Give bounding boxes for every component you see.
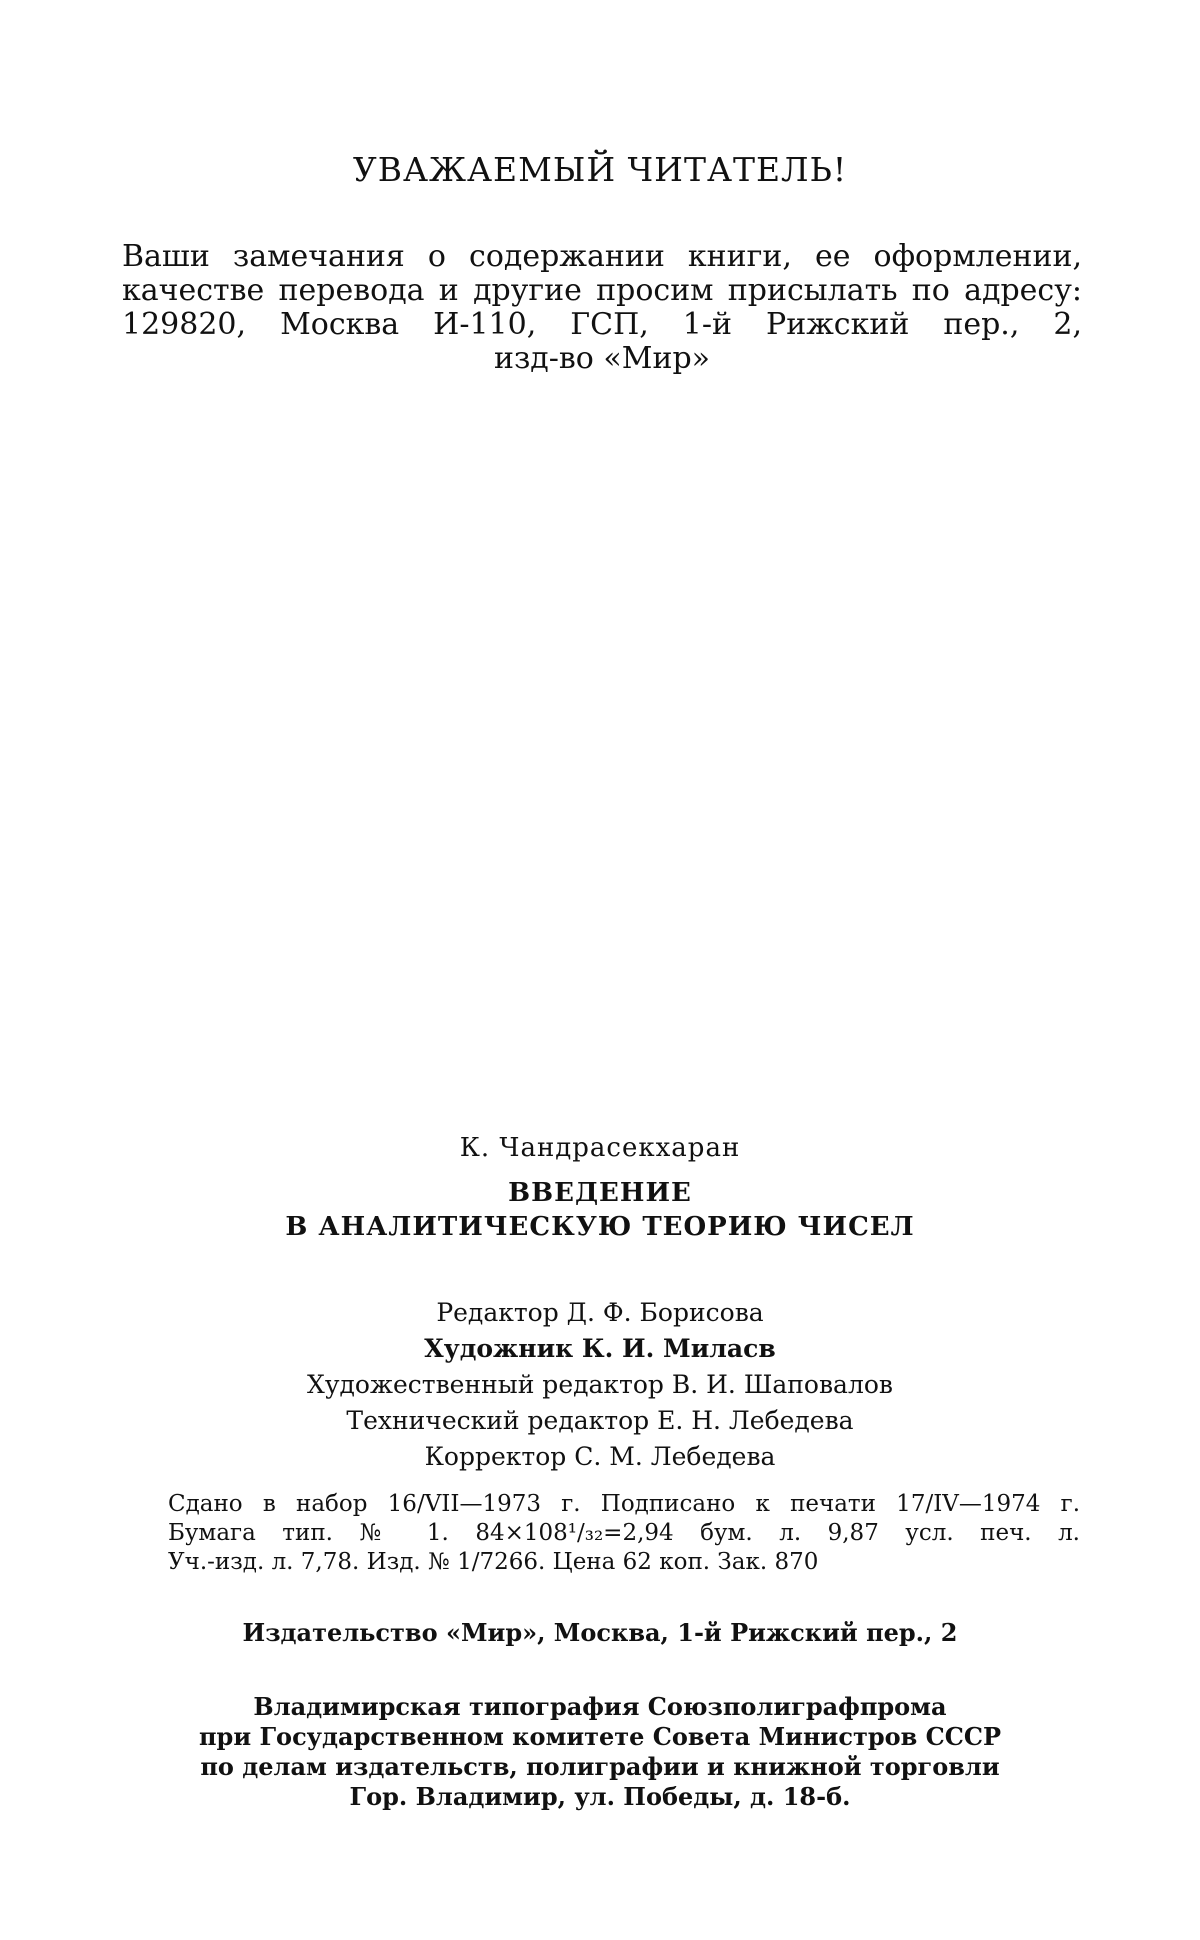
reader-notice-line: 129820, Москва И-110, ГСП, 1-й Рижский пер., 2, [122,307,1082,342]
printer-line: Гор. Владимир, ул. Победы, д. 18-б. [349,1782,851,1811]
credit-proofreader: Корректор С. М. Лебедева [424,1442,776,1471]
publisher-line: Издательство «Мир», Москва, 1-й Рижский пер., 2 [242,1618,958,1647]
print-data-line: Уч.-изд. л. 7,78. Изд. № 1/7266. Цена 62 коп. Зак. 870 [168,1549,819,1575]
printer-line: при Государственном комитете Совета Министров СССР [198,1722,1001,1751]
credit-artist: Художник К. И. Миласв [424,1334,776,1363]
reader-notice-line: Ваши замечания о содержании книги, ее оформлении, [122,239,1082,274]
printer-line: по делам издательств, полиграфии и книжной торговли [200,1752,1000,1781]
credit-technical-editor: Технический редактор Е. Н. Лебедева [346,1406,854,1435]
credit-editor: Редактор Д. Ф. Борисова [436,1298,764,1327]
book-author: К. Чандрасекхаран [459,1133,741,1163]
book-title-line-2: В АНАЛИТИЧЕСКУЮ ТЕОРИЮ ЧИСЕЛ [285,1212,915,1242]
printer-line: Владимирская типография Союзполиграфпрома [253,1692,947,1721]
print-data-line: Бумага тип. № 1. 84×108¹/₃₂=2,94 бум. л. 9,87 усл. печ. л. [168,1520,1080,1546]
reader-notice-heading: УВАЖАЕМЫЙ ЧИТАТЕЛЬ! [352,150,848,189]
credits-list [120,1295,1080,1475]
reader-notice-line: изд-во «Мир» [493,341,711,376]
credit-art-editor: Художественный редактор В. И. Шаповалов [307,1370,893,1399]
printer-info [160,1692,1040,1812]
reader-notice-line: качестве перевода и другие просим присылать по адресу: [122,273,1082,308]
print-data [168,1490,1080,1577]
print-data-line: Сдано в набор 16/VII—1973 г. Подписано к печати 17/IV—1974 г. [168,1491,1080,1517]
reader-notice-body [122,240,1082,376]
book-title-line-1: ВВЕДЕНИЕ [508,1178,692,1208]
